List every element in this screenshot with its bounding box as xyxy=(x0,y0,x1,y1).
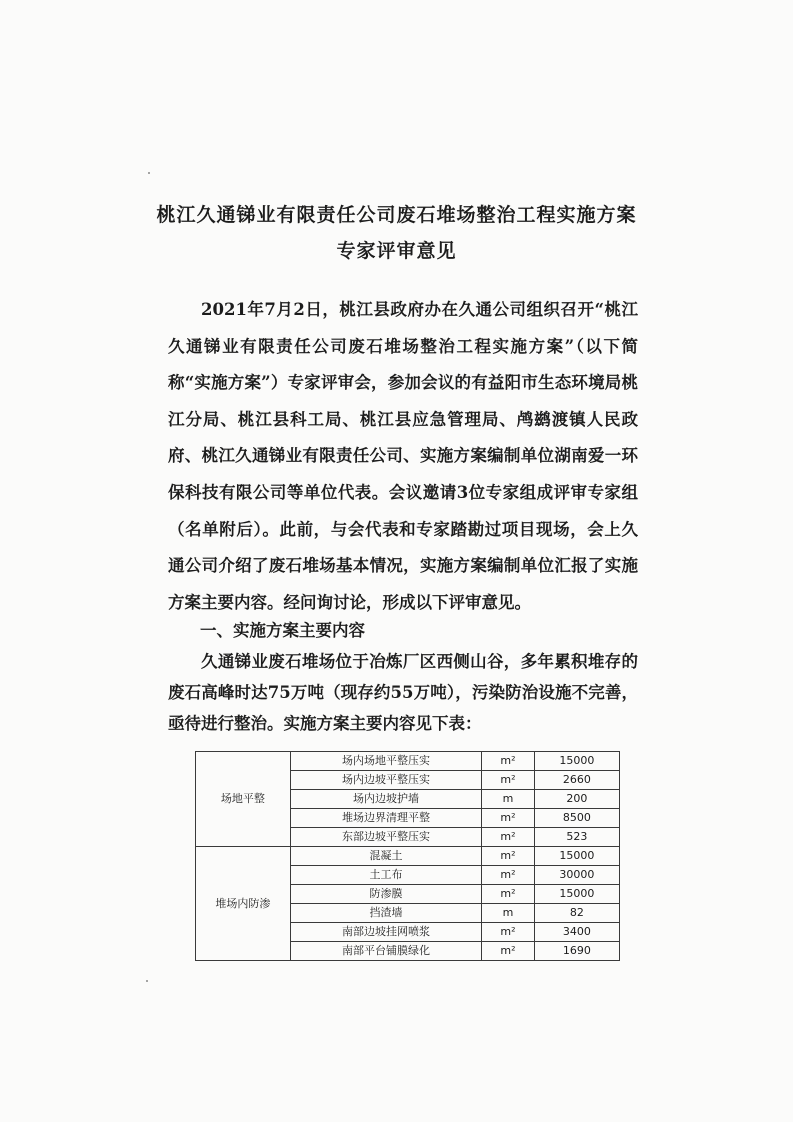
table-quantity-cell: 2660 xyxy=(534,771,619,790)
table-item-cell: 场内边坡护墙 xyxy=(290,790,481,809)
table-unit-cell: m² xyxy=(482,752,534,771)
scan-speck xyxy=(148,172,150,174)
table-unit-cell: m² xyxy=(482,771,534,790)
table-item-cell: 场内场地平整压实 xyxy=(290,752,481,771)
table-quantity-cell: 15000 xyxy=(534,847,619,866)
table-quantity-cell: 3400 xyxy=(534,923,619,942)
table-quantity-cell: 8500 xyxy=(534,809,619,828)
document-subtitle: 专家评审意见 xyxy=(336,240,457,262)
table-unit-cell: m² xyxy=(482,828,534,847)
table-item-cell: 土工布 xyxy=(290,866,481,885)
section-heading: 一、实施方案主要内容 xyxy=(200,621,365,640)
table-category-cell: 场地平整 xyxy=(196,752,291,847)
document-title: 桃江久通锑业有限责任公司废石堆场整治工程实施方案 xyxy=(156,204,637,226)
table-unit-cell: m² xyxy=(482,885,534,904)
table-item-cell: 场内边坡平整压实 xyxy=(290,771,481,790)
table-unit-cell: m² xyxy=(482,942,534,961)
table-item-cell: 防渗膜 xyxy=(290,885,481,904)
table-item-cell: 南部边坡挂网喷浆 xyxy=(290,923,481,942)
plan-table-body xyxy=(196,752,620,961)
table-category-cell: 堆场内防渗 xyxy=(196,847,291,961)
table-item-cell: 混凝土 xyxy=(290,847,481,866)
table-unit-cell: m xyxy=(482,904,534,923)
table-row xyxy=(196,847,620,866)
table-unit-cell: m² xyxy=(482,847,534,866)
table-quantity-cell: 200 xyxy=(534,790,619,809)
scan-speck xyxy=(146,980,148,982)
table-quantity-cell: 523 xyxy=(534,828,619,847)
table-unit-cell: m² xyxy=(482,923,534,942)
table-unit-cell: m xyxy=(482,790,534,809)
plan-content-table xyxy=(195,751,620,961)
table-item-cell: 堆场边界清理平整 xyxy=(290,809,481,828)
table-quantity-cell: 30000 xyxy=(534,866,619,885)
table-item-cell: 挡渣墙 xyxy=(290,904,481,923)
table-quantity-cell: 15000 xyxy=(534,885,619,904)
intro-paragraph: 2021年7月2日，桃江县政府办在久通公司组织召开“桃江久通锑业有限责任公司废石堆场整治工程实施方案”（以下简称“实施方案”）专家评审会，参加会议的有益阳市生态环境局桃江分局、桃江县科工局、桃江县应急管理局、鸬鹚渡镇人民政府、桃江久通锑业有限责任公司、实施方案编制单位湖南爱一环保科技有限公司等单位代表。会议邀请3位专家组成评审专家组（名单附后）。此前，与会代表和专家踏勘过项目现场，会上久通公司介绍了废石堆场基本情况，实施方案编制单位汇报了实施方案主要内容。经问询讨论，形成以下评审意见。 xyxy=(168,300,638,612)
table-quantity-cell: 15000 xyxy=(534,752,619,771)
table-unit-cell: m² xyxy=(482,809,534,828)
table-quantity-cell: 82 xyxy=(534,904,619,923)
table-row xyxy=(196,752,620,771)
table-unit-cell: m² xyxy=(482,866,534,885)
table-item-cell: 南部平台铺膜绿化 xyxy=(290,942,481,961)
section-paragraph: 久通锑业废石堆场位于冶炼厂区西侧山谷，多年累积堆存的废石高峰时达75万吨（现存约55万吨），污染防治设施不完善，亟待进行整治。实施方案主要内容见下表： xyxy=(168,652,638,733)
table-item-cell: 东部边坡平整压实 xyxy=(290,828,481,847)
table-quantity-cell: 1690 xyxy=(534,942,619,961)
